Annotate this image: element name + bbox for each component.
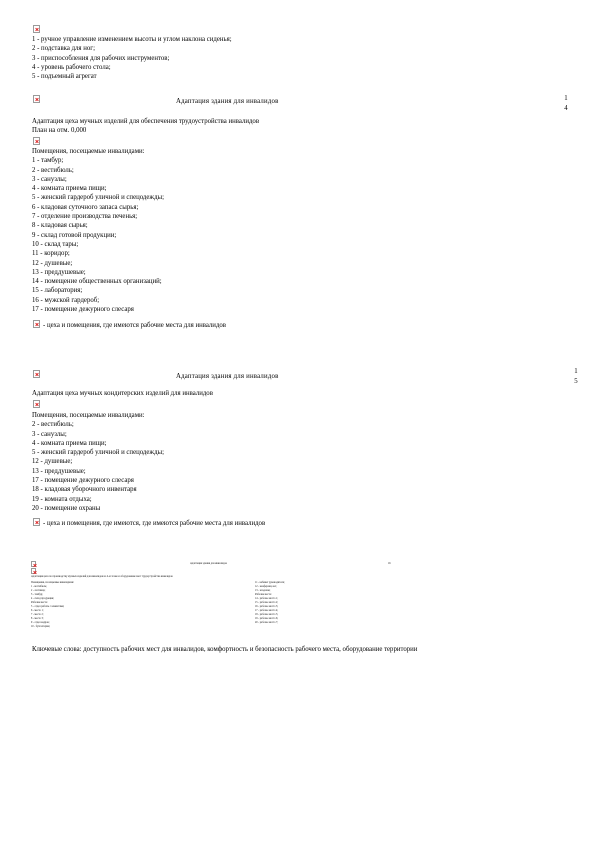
list-item: 2 - вестибюль;: [32, 421, 74, 429]
list-item: Рабочие места:: [31, 601, 48, 604]
page-number: 1 5: [574, 368, 578, 385]
plan-scale: План на отм. 0,000: [32, 127, 87, 135]
list-item: 4 - склад продукции;: [31, 597, 54, 600]
list-item: 1 - вестибюль;: [31, 585, 47, 588]
list-item: 16 - мужской гардероб;: [32, 296, 100, 304]
broken-image-icon: [31, 568, 36, 574]
list-item: 13 - кладовая;: [255, 589, 271, 592]
list-item: 2 - лестница;: [31, 589, 46, 592]
list-item: 14 - помещение общественных организаций;: [32, 278, 162, 286]
legend-header: Помещения, посещаемые инвалидами:: [32, 412, 145, 419]
list-item: 20 - рабочее место 7;: [255, 621, 279, 624]
list-item: 16 - рабочее место 3;: [255, 605, 279, 608]
list-item: 1 - ручное управление изменением высоты и углом наклона сиденья;: [32, 36, 232, 43]
list-item: 1 - тамбур;: [32, 157, 64, 165]
list-item: 3 - санузлы;: [32, 175, 67, 183]
list-item: 8 - кладовая сырья;: [32, 222, 88, 230]
list-item: 12 - душевые;: [32, 458, 73, 466]
rooms-legend: [32, 411, 164, 513]
list-item: 4 - уровень рабочего стола;: [32, 63, 111, 71]
list-item: 12 - душевые;: [32, 259, 73, 267]
section-caption: [32, 117, 259, 136]
list-item: 13 - преддушевые;: [32, 467, 86, 475]
thumbnail-right-list: [255, 581, 285, 625]
thumbnail-page-number: 16: [388, 562, 391, 565]
list-item: 11 - кабинет руководителя;: [255, 581, 285, 584]
list-item: 17 - помещение дежурного слесаря: [32, 477, 134, 485]
list-item: 4 - комната приема пищи;: [32, 439, 107, 447]
broken-image-icon: [33, 400, 40, 408]
list-item: 9 - склад готовой продукции;: [32, 231, 117, 239]
list-item: 10 - бухгалтерия;: [31, 625, 50, 628]
list-item: 20 - помещение охраны: [32, 504, 101, 512]
list-item: 13 - преддушевые;: [32, 268, 86, 276]
list-item: 3 - санузлы;: [32, 430, 67, 438]
section-title: Адаптация здания для инвалидов: [176, 98, 279, 105]
thumbnail-left-list: [31, 581, 74, 629]
list-item: 10 - склад тары;: [32, 240, 79, 248]
list-item: Рабочие места:: [255, 593, 272, 596]
page-number: 1 4: [564, 95, 568, 112]
list-item: 7 - место 2;: [31, 613, 44, 616]
list-item: 6 - кладовая суточного запаса сырья;: [32, 203, 139, 211]
list-item: 5 - женский гардероб уличной и спецодежды;: [32, 449, 165, 457]
equipment-list: [32, 35, 232, 81]
list-item: 5 - отдел работы с клиентами;: [31, 605, 65, 608]
broken-image-icon: [33, 370, 40, 378]
list-item: 18 - кладовая уборочного инвентаря: [32, 486, 137, 494]
legend-header: Помещения, посещаемые инвалидами:: [32, 148, 145, 155]
list-item: 17 - помещение дежурного слесаря: [32, 306, 134, 314]
list-item: 2 - вестибюль;: [32, 166, 74, 174]
legend-note: - цеха и помещения, где имеются, где имеются рабочие места для инвалидов: [43, 520, 266, 527]
keywords: Ключевые слова: доступность рабочих мест для инвалидов, комфортность и безопасность рабочего места, оборудование территории: [32, 646, 418, 653]
list-item: 18 - рабочее место 5;: [255, 613, 279, 616]
broken-image-icon: [33, 137, 40, 145]
list-item: 17 - рабочее место 4;: [255, 609, 279, 612]
list-item: 12 - конференц-зал;: [255, 585, 277, 588]
broken-image-icon: [33, 518, 40, 526]
list-item: 19 - комната отдыха;: [32, 495, 92, 503]
list-item: 8 - место 3;: [31, 617, 44, 620]
list-item: 11 - коридор;: [32, 250, 70, 258]
list-item: 4 - комната приема пищи;: [32, 185, 107, 193]
legend-note: - цеха и помещения, где имеются рабочие места для инвалидов: [43, 322, 227, 329]
list-item: 9 - отдел кадров;: [31, 621, 50, 624]
section-subtitle: Адаптация цеха мучных кондитерских изделий для инвалидов: [32, 390, 213, 397]
thumbnail-title: Адаптация здания для инвалидов: [190, 562, 227, 565]
broken-image-icon: [33, 95, 40, 103]
list-item: 5 - подъемный агрегат: [32, 73, 97, 81]
list-item: 6 - место 1;: [31, 609, 44, 612]
list-item: 5 - женский гардероб уличной и спецодежды;: [32, 194, 165, 202]
list-item: 15 - рабочее место 2;: [255, 601, 279, 604]
broken-image-icon: [33, 320, 40, 328]
list-item: 19 - рабочее место 6;: [255, 617, 279, 620]
list-item: 2 - подставка для ног;: [32, 45, 95, 53]
list-item: 14 - рабочее место 1;: [255, 597, 279, 600]
broken-image-icon: [31, 561, 36, 567]
list-item: 15 - лаборатория;: [32, 287, 83, 295]
thumbnail-subtitle: Адаптация цеха по производству мучных изделий для инвалидов на 2-м этаже и оборудование мест трудоустройства инвалидов: [31, 575, 173, 578]
list-item: 3 - приспособления для рабочих инструментов;: [32, 54, 170, 62]
section-subtitle: Адаптация цеха мучных изделий для обеспечения трудоустройства инвалидов: [32, 118, 260, 125]
rooms-legend: [32, 147, 164, 314]
list-item: Помещения, посещаемые инвалидами:: [31, 581, 74, 584]
list-item: 3 - тамбур;: [31, 593, 43, 596]
list-item: 7 - отделение производства печенья;: [32, 213, 138, 221]
section-title: Адаптация здания для инвалидов: [176, 373, 279, 380]
broken-image-icon: [33, 25, 40, 33]
